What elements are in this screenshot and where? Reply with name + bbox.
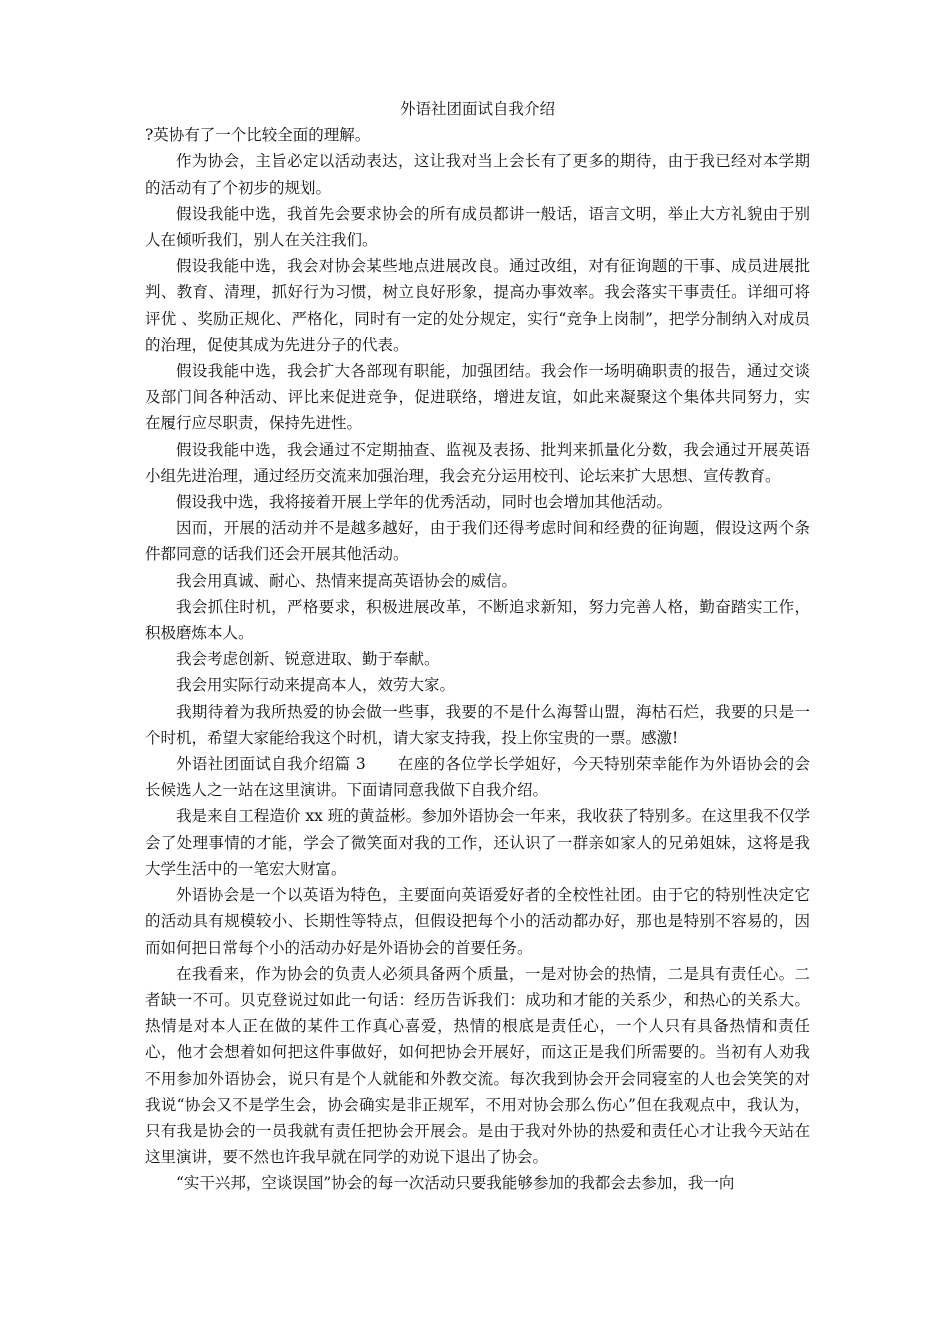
paragraph: 我是来自工程造价 xx 班的黄益彬。参加外语协会一年来，我收获了特别多。在这里我不仅学会了处理事情的才能，学会了微笑面对我的工作，还认识了一群亲如家人的兄弟姐妹，这将是我大学生活中的一笔宏大财富。 — [145, 807, 810, 878]
paragraph: 外语协会是一个以英语为特色，主要面向英语爱好者的全校性社团。由于它的特别性决定它的活动具有规模较小、长期性等特点，但假设把每个小的活动都办好，那也是特别不容易的，因而如何把日常每个小的活动办好是外语协会的首要任务。 — [145, 886, 810, 957]
paragraph: 假设我能中选，我会扩大各部现有职能，加强团结。我会作一场明确职责的报告，通过交谈及部门间各种活动、评比来促进竞争，促进联络，增进友谊，如此来凝聚这个集体共同努力，实在履行应尽职责，保持先进性。 — [145, 362, 810, 433]
paragraph: 我会用实际行动来提高本人，效劳大家。 — [176, 676, 456, 695]
paragraph: 我会用真诚、耐心、热情来提高英语协会的威信。 — [176, 571, 518, 590]
paragraph: 假设我能中选，我首先会要求协会的所有成员都讲一般话，语言文明，举止大方礼貌由于别人在倾听我们，别人在关注我们。 — [145, 204, 810, 250]
paragraph: 外语社团面试自我介绍篇 3 在座的各位学长学姐好，今天特别荣幸能作为外语协会的会长候选人之一站在这里演讲。下面请同意我做下自我介绍。 — [145, 755, 810, 800]
paragraph: 作为协会，主旨必定以活动表达，这让我对当上会长有了更多的期待，由于我已经对本学期的活动有了个初步的规划。 — [145, 152, 810, 197]
paragraph: 假设我能中选，我会通过不定期抽查、监视及表扬、批判来抓量化分数，我会通过开展英语小组先进治理，通过经历交流来加强治理，我会充分运用校刊、论坛来扩大思想、宣传教育。 — [145, 440, 810, 485]
paragraph: ?英协有了一个比较全面的理解。 — [145, 126, 371, 145]
paragraph: 我会抓住时机，严格要求，积极进展改革，不断追求新知，努力完善人格，勤奋踏实工作，积极磨炼本人。 — [145, 597, 810, 643]
document-title: 外语社团面试自我介绍 — [399, 100, 555, 118]
paragraph: 因而，开展的活动并不是越多越好，由于我们还得考虑时间和经费的征询题，假设这两个条件都同意的话我们还会开展其他活动。 — [145, 519, 810, 564]
paragraph: 假设我能中选，我会对协会某些地点进展改良。通过改组，对有征询题的干事、成员进展批判、教育、清理，抓好行为习惯，树立良好形象，提高办事效率。我会落实干事责任。详细可将评优 、奖励正规化、严格化，同时有一定的处分规定，实行“竞争上岗制”，把学分制纳入对成员的治理，促使其成为先进分子的代表。 — [145, 257, 810, 354]
paragraph: “实干兴邦，空谈误国”协会的每一次活动只要我能够参加的我都会去参加，我一向 — [176, 1174, 735, 1193]
paragraph: 假设我中选，我将接着开展上学年的优秀活动，同时也会增加其他活动。 — [176, 493, 673, 512]
paragraph: 我会考虑创新、锐意进取、勤于奉献。 — [176, 650, 440, 669]
document-page — [145, 96, 810, 1197]
paragraph: 在我看来，作为协会的负责人必须具备两个质量，一是对协会的热情，二是具有责任心。二者缺一不可。贝克登说过如此一句话：经历告诉我们：成功和才能的关系少，和热心的关系大。热情是对本人正在做的某件工作真心喜爱，热情的根底是责任心，一个人只有具备热情和责任心，他才会想着如何把这件事做好，如何把协会开展好，而这正是我们所需要的。当初有人劝我不用参加外语协会，说只有是个人就能和外教交流。每次我到协会开会同寝室的人也会笑笑的对我说“协会又不是学生会，协会确实是非正规军，不用对协会那么伤心”但在我观点中，我认为，只有我是协会的一员我就有责任把协会开展会。是由于我对外协的热爱和责任心才让我今天站在这里演讲，要不然也许我早就在同学的劝说下退出了协会。 — [145, 964, 810, 1167]
paragraph: 我期待着为我所热爱的协会做一些事，我要的不是什么海誓山盟，海枯石烂，我要的只是一个时机，希望大家能给我这个时机，请大家支持我，投上你宝贵的一票。感激! — [145, 702, 810, 747]
